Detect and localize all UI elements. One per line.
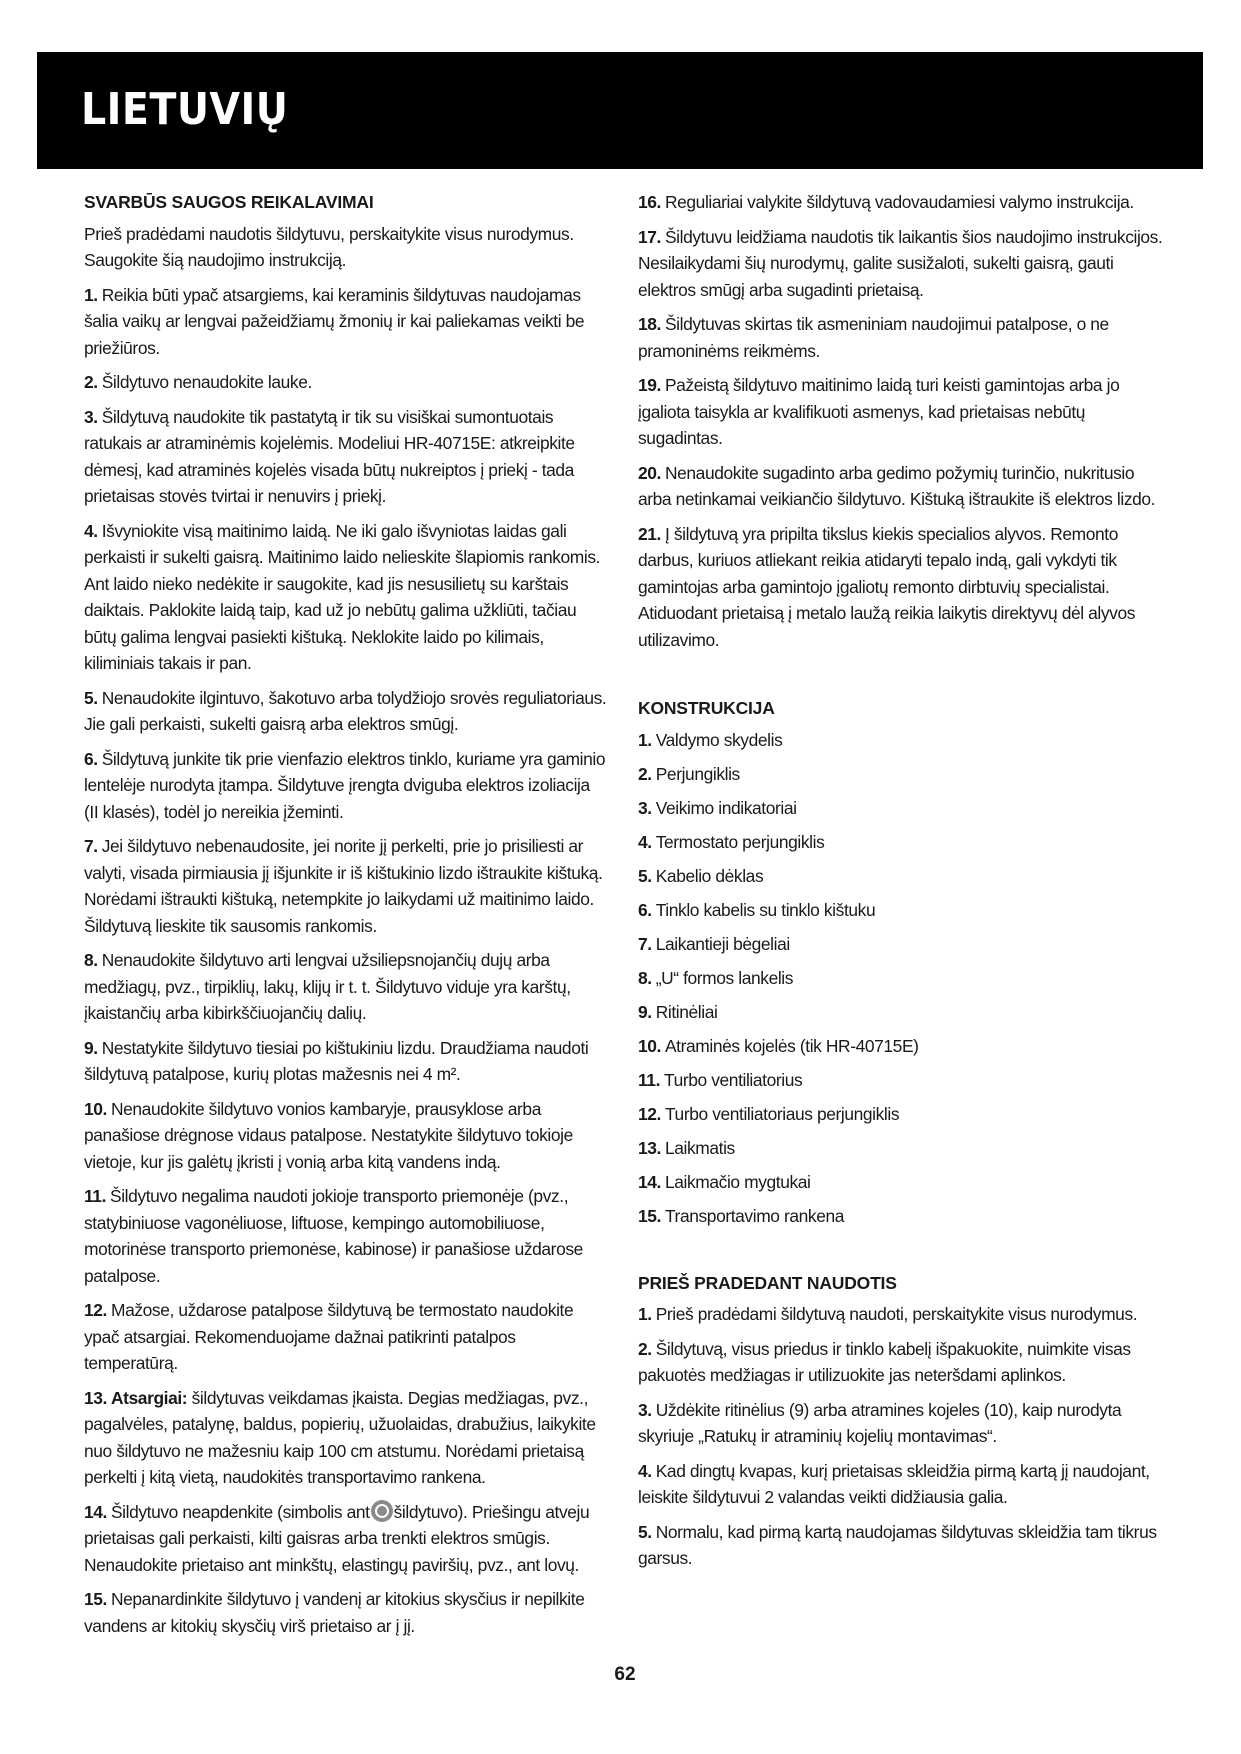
- safety-item: [638, 224, 1165, 304]
- before-use-section-title: PRIEŠ PRADEDANT NAUDOTIS: [638, 1272, 897, 1293]
- item-number: 7.: [84, 836, 98, 856]
- item-number: 14.: [84, 1501, 107, 1522]
- item-text: Tinklo kabelis su tinklo kištuku: [655, 899, 876, 920]
- list-item: [638, 795, 1165, 822]
- item-number: 13.: [84, 1387, 107, 1408]
- safety-item: [84, 746, 607, 826]
- item-number: 1.: [84, 284, 98, 305]
- item-text: Nenaudokite ilgintuvo, šakotuvo arba tolydžiojo srovės reguliatoriaus. Jie gali perkaisti, sukelti gaisrą arba elektros smūgį.: [84, 687, 607, 734]
- item-number: 3.: [638, 797, 652, 818]
- item-text: Kad dingtų kvapas, kurį prietaisas skleidžia pirmą kartą jį naudojant, leiskite šildytuvui 2 valandas veikti didžiausia galia.: [638, 1460, 1150, 1507]
- item-text: Turbo ventiliatoriaus perjungiklis: [664, 1103, 900, 1124]
- list-item: [638, 1135, 1165, 1162]
- item-text: šildytuvas veikdamas įkaista. Degias medžiagas, pvz., pagalvėles, patalynę, baldus, popierių, užuolaidas, drabužius, laikykite nuo šildytuvo ne mažesniu kaip 100 cm atstumu. Norėdami prietaisą perkelti į kitą vietą, naudokitės transportavimo rankena.: [84, 1387, 596, 1487]
- item-number: 4.: [84, 520, 98, 541]
- item-number: 6.: [84, 748, 98, 769]
- item-number: 11.: [84, 1186, 107, 1206]
- item-text: Uždėkite ritinėlius (9) arba atramines kojeles (10), kaip nurodyta skyriuje „Ratukų ir atraminių kojelių montavimas“.: [638, 1399, 1122, 1446]
- list-item: [638, 1033, 1165, 1060]
- construction-section-title: KONSTRUKCIJA: [638, 698, 775, 718]
- item-number: 3.: [84, 406, 98, 427]
- list-item: [638, 897, 1165, 924]
- item-number: 12.: [84, 1300, 107, 1320]
- item-number: 10.: [84, 1098, 107, 1119]
- safety-item: [638, 189, 1165, 216]
- list-item: [638, 999, 1165, 1026]
- item-text: Valdymo skydelis: [655, 729, 783, 750]
- item-number: 10.: [638, 1035, 661, 1056]
- item-text: Šildytuvą junkite tik prie vienfazio elektros tinklo, kuriame yra gaminio lentelėje nurodyta įtampa. Šildytuve įrengta dviguba elektros izoliacija (II klasės), todėl jo nereikia įžeminti.: [84, 748, 606, 822]
- safety-item: [84, 1297, 607, 1377]
- item-number: 11.: [638, 1069, 661, 1090]
- list-item: [638, 727, 1165, 754]
- list-item: [638, 1169, 1165, 1196]
- item-number: 14.: [638, 1171, 661, 1192]
- safety-item: [84, 685, 607, 738]
- item-text: Jei šildytuvo nebenaudosite, jei norite jį perkelti, prie jo prisiliesti ar valyti, visada pirmiausia jį išjunkite ir iš kištukinio lizdo ištraukite kištuką. Norėdami ištraukti kištuką, netempkite jo laikydami už maitinimo laido. Šildytuvą lieskite tik sausomis rankomis.: [84, 836, 603, 936]
- before-use-item: [638, 1397, 1165, 1450]
- list-item: [638, 1101, 1165, 1128]
- language-header: [37, 52, 1207, 169]
- item-text: Pažeistą šildytuvo maitinimo laidą turi keisti gamintojas arba jo įgaliota taisykla ar kvalifikuoti asmenys, kad prietaisas nebūtų sugadintas.: [638, 375, 1120, 448]
- item-text: Šildytuvas skirtas tik asmeniniam naudojimui patalpose, o ne pramoninėms reikmėms.: [638, 314, 1109, 361]
- item-text: Kabelio dėklas: [655, 865, 764, 886]
- item-text: Išvyniokite visą maitinimo laidą. Ne iki galo išvyniotas laidas gali perkaisti ir sukelti gaisrą. Maitinimo laido nelieskite šlapiomis rankomis. Ant laido nieko nedėkite ir saugokite, kad jis nesusilietų su karštais daiktais. Paklokite laidą taip, kad už jo nebūtų galima užkliūti, tačiau būtų galima lengvai pasiekti kištuką. Neklokite laido po kilimais, kiliminiais takais ir pan.: [84, 520, 601, 673]
- safety-item: [84, 833, 607, 939]
- item-number: 9.: [84, 1037, 98, 1058]
- safety-item: [84, 369, 607, 396]
- left-column: [84, 189, 607, 1647]
- item-number: 12.: [638, 1103, 661, 1124]
- item-number: 15.: [84, 1589, 107, 1609]
- item-number: 18.: [638, 314, 661, 334]
- page-number: 62: [614, 1664, 636, 1685]
- item-text: Veikimo indikatoriai: [655, 797, 797, 818]
- item-number: 5.: [84, 687, 98, 708]
- before-use-item: [638, 1458, 1165, 1511]
- item-text: Laikmačio mygtukai: [664, 1171, 811, 1192]
- item-text: Reikia būti ypač atsargiems, kai keraminis šildytuvas naudojamas šalia vaikų ar lengvai pažeidžiamų žmonių ir kai paliekamas veikti be priežiūros.: [84, 284, 585, 358]
- item-text: Nenaudokite šildytuvo arti lengvai užsiliepsnojančių dujų arba medžiagų, pvz., tirpiklių, lakų, klijų ir t. t. Šildytuvo viduje yra karštų, įkaistančių arba kibirkščiuojančių dalių.: [84, 950, 571, 1023]
- safety-item: [84, 404, 607, 510]
- item-number: 1.: [638, 1304, 652, 1324]
- safety-item: [84, 1586, 607, 1639]
- item-number: 17.: [638, 226, 661, 247]
- item-text: Transportavimo rankena: [664, 1205, 845, 1226]
- list-item: [638, 761, 1165, 788]
- item-number: 2.: [638, 1338, 652, 1359]
- item-text-before: Šildytuvo neapdenkite (simbolis ant: [110, 1501, 370, 1522]
- list-item: [638, 1203, 1165, 1230]
- item-text: Nestatykite šildytuvo tiesiai po kištukiniu lizdu. Draudžiama naudoti šildytuvą patalpose, kurių plotas mažesnis nei 4 m².: [84, 1037, 589, 1084]
- item-text: Nenaudokite šildytuvo vonios kambaryje, prausyklose arba panašiose drėgnose vidaus patalpose. Nestatykite šildytuvo tokioje vietoje, kur jis galėtų įkristi į vonią arba kitą vandens indą.: [84, 1098, 573, 1172]
- list-item: [638, 829, 1165, 856]
- item-number: 13.: [638, 1137, 661, 1158]
- item-text: Reguliariai valykite šildytuvą vadovaudamiesi valymo instrukcija.: [664, 192, 1134, 212]
- item-text: Prieš pradėdami šildytuvą naudoti, perskaitykite visus nurodymus.: [655, 1304, 1138, 1324]
- item-number: 8.: [84, 950, 98, 970]
- list-item: [638, 931, 1165, 958]
- safety-item: [84, 947, 607, 1027]
- safety-item: [84, 1183, 607, 1289]
- safety-item: [84, 1096, 607, 1176]
- before-use-item: [638, 1519, 1165, 1572]
- item-text: Šildytuvą, visus priedus ir tinklo kabelį išpakuokite, nuimkite visas pakuotės medžiagas ir utilizuokite jas neteršdami aplinkos.: [638, 1338, 1131, 1385]
- item-text: Nepanardinkite šildytuvo į vandenį ar kitokius skysčius ir nepilkite vandens ar kitokių skysčių virš prietaiso ar į jį.: [84, 1589, 585, 1636]
- item-number: 9.: [638, 1001, 652, 1022]
- item-number: 21.: [638, 523, 661, 544]
- safety-item: [638, 521, 1165, 654]
- safety-item: [84, 1035, 607, 1088]
- safety-item: [638, 460, 1165, 513]
- item-text: Atraminės kojelės (tik HR-40715E): [664, 1035, 919, 1056]
- do-not-cover-icon: [371, 1500, 393, 1522]
- item-number: 19.: [638, 375, 661, 395]
- item-number: 7.: [638, 933, 652, 954]
- item-number: 2.: [638, 763, 652, 784]
- safety-item: [84, 518, 607, 677]
- item-text: Laikmatis: [664, 1137, 735, 1158]
- safety-item: [638, 372, 1165, 452]
- item-number: 5.: [638, 1521, 652, 1542]
- item-text: Šildytuvą naudokite tik pastatytą ir tik su visiškai sumontuotais ratukais ar atraminėmis kojelėmis. Modeliui HR-40715E: atkreipkite dėmesį, kad atraminės kojelės visada būtų nukreiptos į priekį - tada prietaisas stovės tvirtai ir nenuvirs į priekį.: [84, 406, 575, 506]
- item-text: Laikantieji bėgeliai: [655, 933, 790, 954]
- list-item: [638, 1067, 1165, 1094]
- list-item: [638, 965, 1165, 992]
- item-text: Šildytuvu leidžiama naudotis tik laikantis šios naudojimo instrukcijos. Nesilaikydami šių nurodymų, galite susižaloti, sukelti gaisrą, gauti elektros smūgį arba sugadinti prietaisą.: [638, 226, 1163, 300]
- item-number: 5.: [638, 865, 652, 886]
- before-use-item: [638, 1336, 1165, 1389]
- item-text: Termostato perjungiklis: [655, 831, 825, 852]
- item-number: 16.: [638, 192, 661, 212]
- construction-list: [638, 727, 1165, 1230]
- item-number: 20.: [638, 462, 661, 483]
- item-text: Nenaudokite sugadinto arba gedimo požymių turinčio, nukritusio arba netinkamai veikiančio šildytuvo. Kištuką ištraukite iš elektros lizdo.: [638, 462, 1156, 509]
- item-text: Šildytuvo nenaudokite lauke.: [101, 372, 312, 392]
- item-text: Normalu, kad pirmą kartą naudojamas šildytuvas skleidžia tam tikrus garsus.: [638, 1521, 1157, 1568]
- before-use-item: [638, 1301, 1165, 1328]
- item-text: „U“ formos lankelis: [655, 967, 794, 988]
- item-number: 15.: [638, 1205, 661, 1226]
- item-number: 2.: [84, 372, 98, 392]
- list-item: [638, 863, 1165, 890]
- safety-item: [638, 311, 1165, 364]
- safety-item: [84, 1385, 607, 1491]
- section-spacer: [638, 1237, 1165, 1270]
- safety-item: [84, 282, 607, 362]
- item-number: 4.: [638, 831, 652, 852]
- item-text: Perjungiklis: [655, 763, 740, 784]
- item-text: Turbo ventiliatorius: [664, 1069, 803, 1090]
- header-title: LIETUVIŲ: [81, 84, 289, 135]
- item-number: 1.: [638, 729, 652, 750]
- item-text-after: šildytuvo). Priešingu atveju prietaisas gali perkaisti, kilti gaisras arba trenkti elektros smūgis. Nenaudokite prietaiso ant minkštų, elastingų paviršių, pvz., ant lovų.: [84, 1501, 590, 1575]
- section-spacer: [638, 661, 1165, 695]
- item-text: Šildytuvo negalima naudoti jokioje transporto priemonėje (pvz., statybiniuose vagonėliuose, liftuose, kempingo automobiliuose, motorinėse transporto priemonėse, kabinose) ir panašiose uždarose patalpose.: [84, 1186, 583, 1286]
- item-number: 8.: [638, 967, 652, 988]
- safety-item: [84, 1499, 607, 1579]
- warning-label: Atsargiai:: [110, 1387, 188, 1408]
- safety-section-title: SVARBŪS SAUGOS REIKALAVIMAI: [84, 192, 374, 212]
- item-number: 6.: [638, 899, 652, 920]
- right-column: [638, 189, 1165, 1580]
- item-number: 3.: [638, 1399, 652, 1420]
- item-text: Į šildytuvą yra pripilta tikslus kiekis specialios alyvos. Remonto darbus, kuriuos atliekant reikia atidaryti tepalo indą, gali vykdyti tik gamintojas arba gamintojo įgaliotų remonto dirbtuvių specialistai. Atiduodant prietaisą į metalo laužą reikia laikytis direktyvų dėl alyvos utilizavimo.: [638, 523, 1136, 650]
- item-text: Mažose, uždarose patalpose šildytuvą be termostato naudokite ypač atsargiai. Rekomenduojame dažnai patikrinti patalpos temperatūrą.: [84, 1300, 574, 1373]
- item-text: Ritinėliai: [655, 1001, 718, 1022]
- safety-intro: Prieš pradėdami naudotis šildytuvu, perskaitykite visus nurodymus. Saugokite šią naudojimo instrukciją.: [84, 223, 574, 270]
- item-number: 4.: [638, 1460, 652, 1481]
